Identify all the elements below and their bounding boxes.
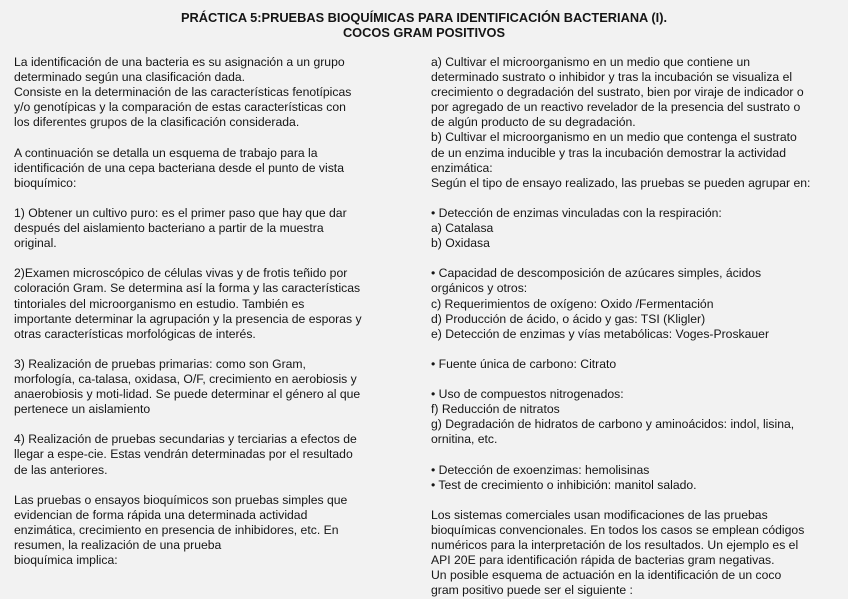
text-line: y/o genotípicas y la comparación de estas características con [14, 100, 346, 115]
text-line: A continuación se detalla un esquema de trabajo para la [14, 145, 318, 160]
text-line: Según el tipo de ensayo realizado, las pruebas se pueden agrupar en: [431, 175, 811, 190]
text-line: evidencian de forma rápida una determinada actividad [14, 507, 308, 522]
text-line: de las anteriores. [14, 462, 108, 477]
text-line: • Fuente única de carbono: Citrato [431, 356, 617, 371]
paragraph-gap [431, 342, 836, 357]
text-line: e) Detección de enzimas y vías metabólicas: Voges-Proskauer [431, 326, 770, 341]
text-line: 2)Examen microscópico de células vivas y de frotis teñido por [14, 266, 348, 281]
text-line: 1) Obtener un cultivo puro: es el primer paso que hay que dar [14, 205, 347, 220]
text-line: g) Degradación de hidratos de carbono y aminoácidos: indol, lisina, [431, 417, 795, 432]
text-line: anaerobiosis y moti-lidad. Se puede determinar el género al que [14, 387, 361, 402]
title-line-2: COCOS GRAM POSITIVOS [342, 25, 506, 40]
text-line: determinado sustrato o inhibidor y tras la incubación se visualiza el [431, 70, 793, 85]
paragraph-gap [14, 130, 409, 145]
text-line: numéricos para la interpretación de los resultados. Un ejemplo es el [431, 538, 799, 552]
text-line: • Uso de compuestos nitrogenados: [431, 387, 624, 402]
text-line: bioquímico: [14, 175, 77, 190]
text-line: • Detección de enzimas vinculadas con la respiración: [431, 205, 722, 220]
text-line: de algún producto de su degradación. [431, 115, 636, 130]
text-line: • Detección de exoenzimas: hemolisinas [431, 462, 650, 477]
text-line: importante determinar la agrupación y la presencia de esporas y [14, 311, 362, 326]
text-line: • Test de crecimiento o inhibición: manitol salado. [431, 477, 697, 492]
text-line: bioquímica implica: [14, 553, 118, 568]
text-line: Un posible esquema de actuación en la identificación de un coco [431, 568, 782, 583]
text-line: enzimática, crecimiento en presencia de inhibidores, etc. En [14, 522, 339, 537]
page-title [0, 10, 848, 40]
text-line: Las pruebas o ensayos bioquímicos son pruebas simples que [14, 492, 348, 507]
text-line: otras características morfológicas de interés. [14, 326, 256, 341]
text-line: d) Producción de ácido, o ácido y gas: TSI (Kligler) [431, 311, 706, 326]
left-column [14, 55, 409, 568]
text-line: tintoriales del microorganismo en estudio. También es [14, 296, 305, 311]
text-line: crecimiento o degradación del sustrato, bien por viraje de indicador o [431, 85, 804, 100]
text-line: de un enzima inducible y tras la incubación demostrar la actividad [431, 145, 786, 160]
text-line: resumen, la realización de una prueba [14, 538, 222, 552]
text-line: después del aislamiento bacteriano a partir de la muestra [14, 221, 324, 236]
text-line: 3) Realización de pruebas primarias: como son Gram, [14, 356, 306, 371]
text-line: a) Cultivar el microorganismo en un medio que contiene un [431, 55, 751, 69]
text-line: Los sistemas comerciales usan modificaciones de las pruebas [431, 507, 768, 522]
text-line: API 20E para identificación rápida de bacterias gram negativas. [431, 553, 775, 568]
paragraph-gap [431, 191, 836, 206]
text-line: La identificación de una bacteria es su asignación a un grupo [14, 55, 345, 69]
text-line: bioquímicas convencionales. En todos los casos se emplean códigos [431, 522, 805, 537]
text-line: por agregado de un reactivo revelador de la presencia del sustrato o [431, 100, 801, 115]
text-line: determinado según una clasificación dada. [14, 70, 246, 85]
text-line: gram positivo puede ser el siguiente : [431, 583, 633, 598]
paragraph-gap [14, 191, 409, 206]
paragraph-gap [14, 342, 409, 357]
right-column [431, 55, 836, 598]
text-line: Consiste en la determinación de las características fenotípicas [14, 85, 352, 100]
text-line: b) Oxidasa [431, 236, 490, 251]
title-line-1: PRÁCTICA 5:PRUEBAS BIOQUÍMICAS PARA IDENTIFICACIÓN BACTERIANA (I). [180, 10, 668, 25]
text-line: pertenece un aislamiento [14, 402, 151, 417]
paragraph-gap [14, 251, 409, 266]
text-line: morfología, ca-talasa, oxidasa, O/F, crecimiento en aerobiosis y [14, 371, 357, 386]
paragraph-gap [431, 251, 836, 266]
paragraph-gap [431, 447, 836, 462]
text-line: identificación de una cepa bacteriana desde el punto de vista [14, 160, 344, 175]
text-line: ornitina, etc. [431, 432, 498, 447]
paragraph-gap [14, 417, 409, 432]
text-line: b) Cultivar el microorganismo en un medio que contenga el sustrato [431, 130, 797, 145]
paragraph-gap [14, 478, 409, 493]
text-line: llegar a espe-cie. Estas vendrán determinadas por el resultado [14, 447, 353, 462]
paragraph-gap [431, 372, 836, 387]
text-line: • Capacidad de descomposición de azúcares simples, ácidos [431, 266, 762, 281]
text-line: enzimática: [431, 160, 493, 175]
text-line: coloración Gram. Se determina así la forma y las características [14, 281, 361, 296]
text-line: los diferentes grupos de la clasificación considerada. [14, 115, 300, 130]
text-line: 4) Realización de pruebas secundarias y terciarias a efectos de [14, 432, 357, 447]
text-line: c) Requerimientos de oxígeno: Oxido /Fermentación [431, 296, 714, 311]
text-line: original. [14, 236, 57, 251]
text-line: f) Reducción de nitratos [431, 402, 560, 417]
text-line: orgánicos y otros: [431, 281, 528, 296]
text-line: a) Catalasa [431, 221, 494, 236]
paragraph-gap [431, 493, 836, 508]
